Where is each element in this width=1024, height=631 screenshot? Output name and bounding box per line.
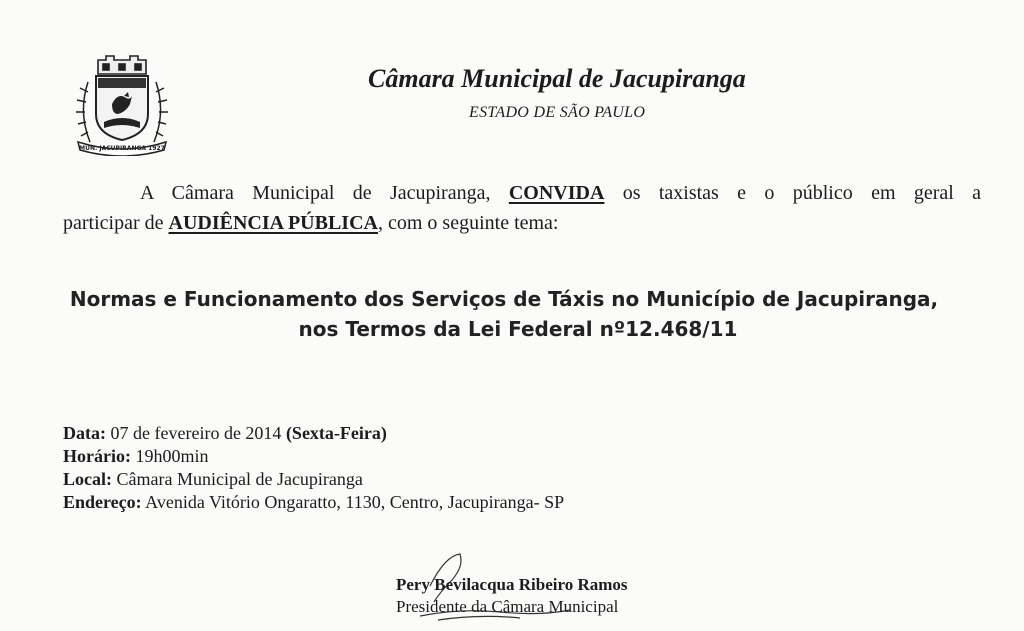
municipal-crest-logo	[68, 52, 176, 156]
invitation-keyword-convida: CONVIDA	[508, 182, 605, 204]
theme-line-2: nos Termos da Lei Federal nº12.468/11	[298, 317, 738, 341]
time-label: Horário:	[63, 446, 131, 466]
signatory-role: Presidente da Câmara Municipal	[396, 597, 619, 616]
address-label: Endereço:	[63, 492, 142, 512]
document-title: Câmara Municipal de Jacupiranga	[368, 64, 746, 93]
date-weekday: (Sexta-Feira)	[285, 423, 387, 443]
time-row	[63, 446, 209, 467]
address-row	[63, 492, 564, 513]
invitation-line-2	[63, 212, 981, 235]
document-subtitle: ESTADO DE SÃO PAULO	[469, 104, 646, 121]
theme-line-1: Normas e Funcionamento dos Serviços de Táxis no Município de Jacupiranga,	[69, 287, 939, 311]
date-value: 07 de fevereiro de 2014	[110, 423, 282, 443]
invitation-text: participar de	[63, 212, 164, 234]
place-label: Local:	[63, 469, 112, 489]
date-row	[63, 423, 387, 444]
invitation-text: A Câmara Municipal de Jacupiranga,	[140, 182, 491, 204]
date-label: Data:	[63, 423, 106, 443]
signatory-name: Pery Bevilacqua Ribeiro Ramos	[396, 575, 628, 594]
invitation-text: , com o seguinte tema:	[377, 212, 559, 234]
invitation-keyword-audiencia: AUDIÊNCIA PÚBLICA	[168, 212, 378, 234]
address-value: Avenida Vitório Ongaratto, 1130, Centro, Jacupiranga- SP	[145, 492, 565, 512]
invitation-text: os taxistas e o público em geral a	[622, 182, 982, 204]
place-row	[63, 469, 363, 490]
time-value: 19h00min	[135, 446, 209, 466]
invitation-line-1	[140, 182, 981, 205]
crest-ribbon-text: MUN. JACUPIRANGA 1927	[79, 145, 165, 152]
place-value: Câmara Municipal de Jacupiranga	[116, 469, 363, 489]
